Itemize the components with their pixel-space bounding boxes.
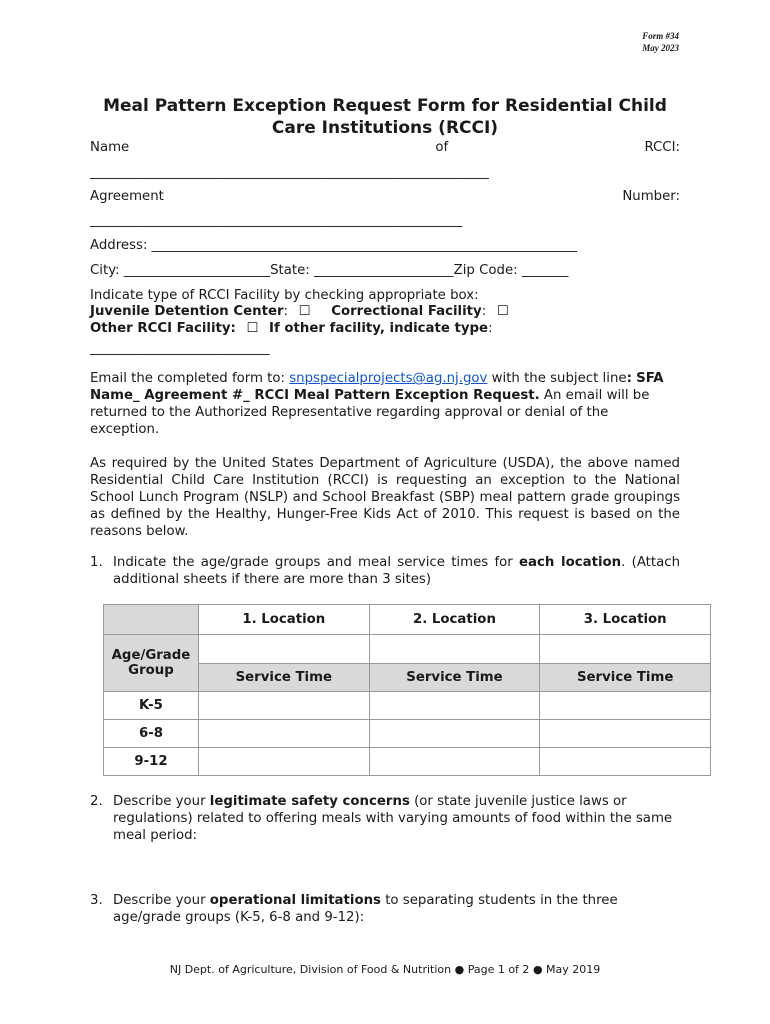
service-time-cell[interactable] [540,692,711,720]
email-link[interactable]: snpspecialprojects@ag.nj.gov [289,371,488,386]
location-2-age-grade-cell[interactable] [369,635,540,664]
list-item-1: 1. Indicate the age/grade groups and meal service times for each location. (Attach additional sheets if there are more than 3 sites) [90,555,680,587]
footer-page: Page 1 of 2 [467,963,530,976]
service-time-cell[interactable] [369,720,540,748]
bullet-icon: ● [532,963,543,976]
name-field[interactable] [90,164,680,181]
form-identifier [642,30,679,54]
list-item-3: 3. Describe your operational limitations to separating students in the three age/grade groups (K-5, 6-8 and 9-12): [90,893,618,925]
list-item-2: 2. Describe your legitimate safety concerns (or state juvenile justice laws or regulations) related to offering meals with varying amounts of food within the same meal period: [90,794,673,843]
grade-row-label: 9-12 [104,748,199,776]
juvenile-detention-label: Juvenile Detention Center [90,304,284,319]
city-state-zip-line [90,262,680,279]
service-time-header-1: Service Time [198,664,369,692]
correctional-facility-label: Correctional Facility [331,304,482,319]
bullet-icon: ● [454,963,465,976]
age-grade-header: Age/Grade Group [104,635,199,692]
state-field[interactable]: _____________________ [314,263,454,278]
location-2-header: 2. Location [369,605,540,635]
subject-line: SFA Name_ Agreement #_ RCCI Meal Pattern Exception Request. [90,371,664,403]
usda-paragraph: As required by the United States Department of Agriculture (USDA), the above named Residential Child Care Institution (RCCI) is requesting an exception to the National School Lunch Program (NSLP) and School Breakfast (SBP) meal pattern grade groupings as defined by the Healthy, Hunger-Free Kids Act of 2010. This request is based on the reasons below. [90,456,680,539]
address-field[interactable] [90,237,680,254]
service-time-cell[interactable] [540,748,711,776]
juvenile-detention-checkbox[interactable]: ☐ [298,304,311,319]
service-time-header-3: Service Time [540,664,711,692]
agreement-label: Agreement [90,189,164,204]
facility-row-2: Other RCCI Facility: ☐ If other facility, indicate type: [90,321,493,336]
state-label: State: [270,263,310,278]
location-1-header: 1. Location [198,605,369,635]
agreement-blank: ________________________________________________________ [90,213,463,228]
service-time-cell[interactable] [369,748,540,776]
number-label: Number: [622,189,680,204]
footer-org: NJ Dept. of Agriculture, Division of Food & Nutrition [169,963,452,976]
grade-row-label: 6-8 [104,720,199,748]
service-time-cell[interactable] [198,720,369,748]
city-field[interactable]: ______________________ [123,263,271,278]
city-label: City: [90,263,120,278]
address-label: Address: [90,238,148,253]
page-footer [0,963,770,976]
form-date: May 2023 [642,43,679,53]
service-time-header-2: Service Time [369,664,540,692]
page-title: Meal Pattern Exception Request Form for Residential Child Care Institutions (RCCI) [103,96,667,138]
name-blank: ____________________________________________________________ [90,165,489,180]
agreement-number-field[interactable] [90,212,680,229]
other-facility-label: Other RCCI Facility: [90,321,236,336]
if-other-label: If other facility, indicate type [269,321,489,336]
other-facility-blank: ___________________________ [90,341,270,356]
zip-field[interactable]: _______ [521,263,569,278]
name-label: Name [90,140,130,155]
service-time-cell[interactable] [540,720,711,748]
name-line [90,139,680,156]
service-time-cell[interactable] [198,692,369,720]
table-corner-cell [104,605,199,635]
location-3-age-grade-cell[interactable] [540,635,711,664]
email-paragraph: Email the completed form to: snpspecialprojects@ag.nj.gov with the subject line: SFA Name_ Agreement #_ RCCI Meal Pattern Exception Request. An email will be returned to the Authorized Representative regarding approval or denial of the exception. [90,371,664,437]
rcci-label: RCCI: [644,140,680,155]
form-number: Form #34 [642,31,679,41]
facility-instruction: Indicate type of RCCI Facility by checking appropriate box: [90,288,479,303]
location-table [103,604,711,776]
other-facility-type-field[interactable] [90,340,680,357]
grade-row-label: K-5 [104,692,199,720]
other-facility-checkbox[interactable]: ☐ [246,321,259,336]
correctional-facility-checkbox[interactable]: ☐ [496,304,509,319]
address-blank: ________________________________________________________________ [151,238,578,253]
service-time-cell[interactable] [369,692,540,720]
agreement-line [90,188,680,205]
location-1-age-grade-cell[interactable] [198,635,369,664]
service-time-cell[interactable] [198,748,369,776]
footer-date: May 2019 [546,963,601,976]
facility-row-1: Juvenile Detention Center: ☐ Correctional Facility: ☐ [90,304,509,319]
zip-label: Zip Code: [453,263,518,278]
location-3-header: 3. Location [540,605,711,635]
of-label: of [435,140,449,155]
